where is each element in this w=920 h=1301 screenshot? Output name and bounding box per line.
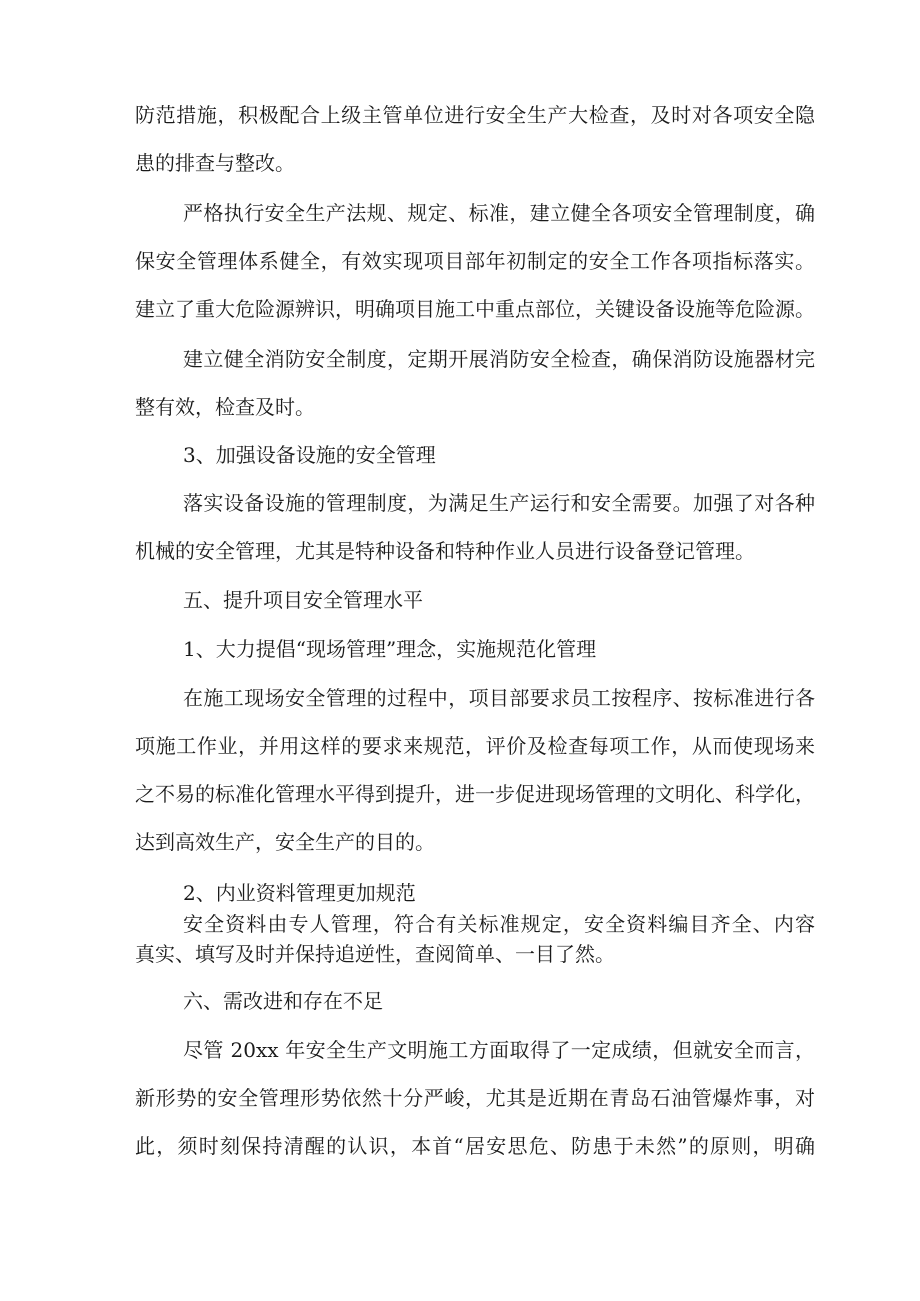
text-line: 安全资料由专人管理，符合有关标准规定，安全资料编目齐全、内容 — [183, 912, 815, 936]
text-line: 严格执行安全生产法规、规定、标准，建立健全各项安全管理制度，确 — [183, 201, 815, 225]
text-line: 在施工现场安全管理的过程中，项目部要求员工按程序、按标准进行各 — [183, 686, 815, 710]
text-line: 建立了重大危险源辨识，明确项目施工中重点部位，关键设备设施等危险源。 — [135, 297, 815, 321]
text-line: 机械的安全管理，尤其是特种设备和特种作业人员进行设备登记管理。 — [135, 539, 755, 563]
text-line: 建立健全消防安全制度，定期开展消防安全检查，确保消防设施器材完 — [183, 347, 815, 371]
section-heading: 1、大力提倡“现场管理”理念，实施规范化管理 — [183, 637, 597, 661]
text-line: 落实设备设施的管理制度，为满足生产运行和安全需要。加强了对各种 — [183, 491, 815, 515]
text-line: 整有效，检查及时。 — [135, 395, 315, 419]
text-line: 真实、填写及时并保持追逆性，查阅简单、一目了然。 — [135, 942, 615, 966]
text-line: 之不易的标准化管理水平得到提升，进一步促进现场管理的文明化、科学化， — [135, 782, 815, 806]
section-heading: 3、加强设备设施的安全管理 — [183, 443, 436, 467]
text-line: 项施工作业，并用这样的要求来规范，评价及检查每项工作，从而使现场来 — [135, 734, 815, 758]
text-line: 保安全管理体系健全，有效实现项目部年初制定的安全工作各项指标落实。 — [135, 249, 815, 273]
text-line: 防范措施，积极配合上级主管单位进行安全生产大检查，及时对各项安全隐 — [135, 103, 815, 127]
section-heading: 2、内业资料管理更加规范 — [183, 881, 416, 905]
section-heading: 五、提升项目安全管理水平 — [183, 588, 423, 612]
text-line: 达到高效生产，安全生产的目的。 — [135, 830, 435, 854]
text-line: 患的排查与整改。 — [135, 151, 295, 175]
text-line: 此，须时刻保持清醒的认识，本首“居安思危、防患于未然”的原则，明确 — [135, 1134, 815, 1158]
text-line: 新形势的安全管理形势依然十分严峻，尤其是近期在青岛石油管爆炸事，对 — [135, 1086, 815, 1110]
text-line: 尽管 20xx 年安全生产文明施工方面取得了一定成绩，但就安全而言， — [183, 1038, 815, 1062]
section-heading: 六、需改进和存在不足 — [183, 989, 383, 1013]
